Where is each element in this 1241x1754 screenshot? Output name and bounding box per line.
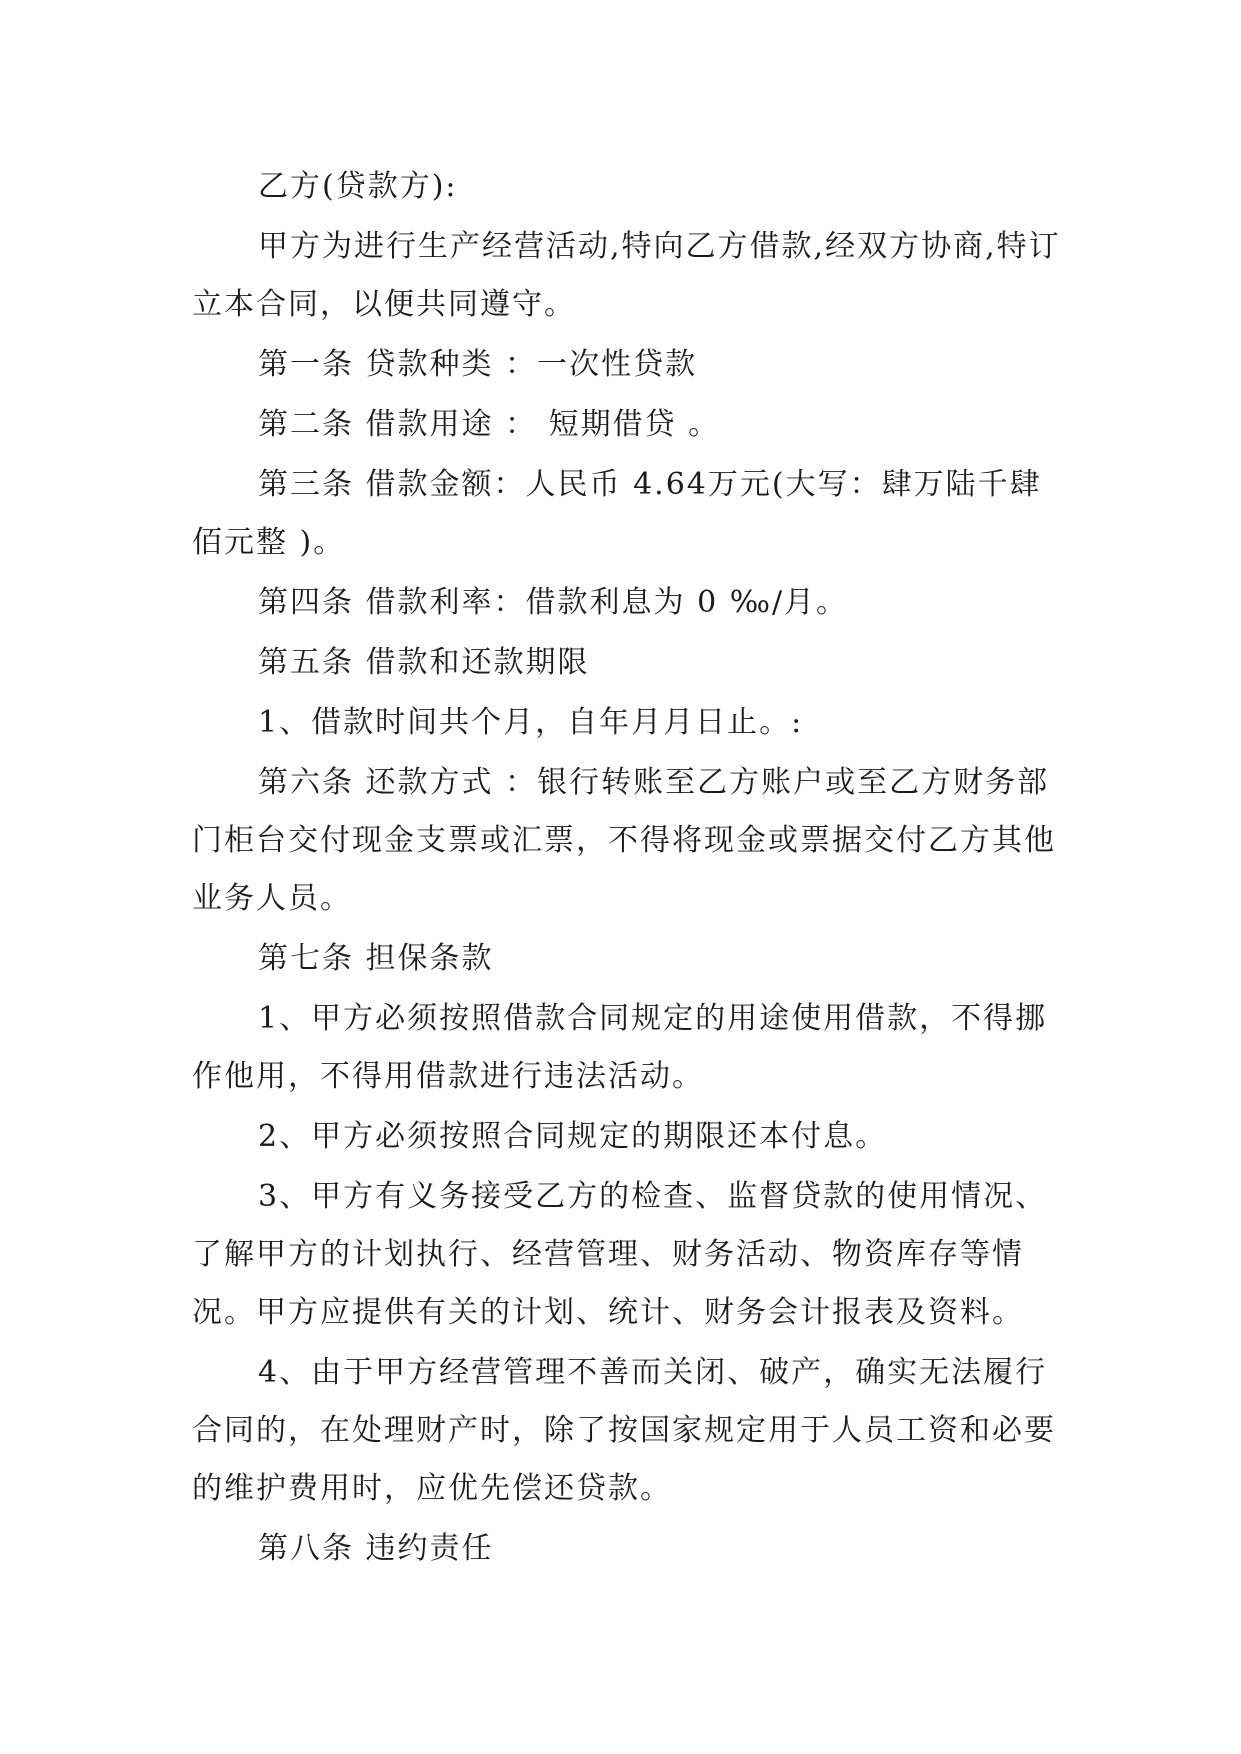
paragraph-preamble: 甲方为进行生产经营活动,特向乙方借款,经双方协商,特订立本合同，以便共同遵守。: [192, 229, 1061, 322]
paragraph-article-5-item-1: 1、借款时间共个月，自年月月日止。:: [258, 705, 804, 740]
paragraph-article-2: 第二条 借款用途 ： 短期借贷 。: [258, 407, 721, 442]
paragraph-article-3: 第三条 借款金额：人民币 4.64万元(大写：肆万陆千肆佰元整 )。: [192, 467, 1042, 560]
paragraph-article-7-item-2: 2、甲方必须按照合同规定的期限还本付息。: [258, 1119, 888, 1154]
paragraph-article-7-item-1: 1、甲方必须按照借款合同规定的用途使用借款，不得挪作他用，不得用借款进行违法活动。: [192, 1001, 1048, 1094]
paragraph-article-7: 第七条 担保条款: [258, 941, 494, 976]
paragraph-article-4: 第四条 借款利率：借款利息为 0 ‰/月。: [258, 585, 849, 620]
paragraph-article-1: 第一条 贷款种类 ：一次性贷款: [258, 347, 698, 382]
paragraph-lender-label: 乙方(贷款方):: [258, 169, 458, 204]
paragraph-article-7-item-3: 3、甲方有义务接受乙方的检查、监督贷款的使用情况、了解甲方的计划执行、经营管理、财务活动、物资库存等情况。甲方应提供有关的计划、统计、财务会计报表及资料。: [192, 1179, 1048, 1330]
paragraph-article-8: 第八条 违约责任: [258, 1531, 494, 1566]
paragraph-article-6: 第六条 还款方式 ：银行转账至乙方账户或至乙方财务部门柜台交付现金支票或汇票，不得将现金或票据交付乙方其他业务人员。: [192, 765, 1056, 916]
paragraph-article-7-item-4: 4、由于甲方经营管理不善而关闭、破产，确实无法履行合同的，在处理财产时，除了按国家规定用于人员工资和必要的维护费用时，应优先偿还贷款。: [192, 1355, 1056, 1506]
document-body: [192, 158, 1062, 1580]
paragraph-article-5: 第五条 借款和还款期限: [258, 645, 590, 680]
